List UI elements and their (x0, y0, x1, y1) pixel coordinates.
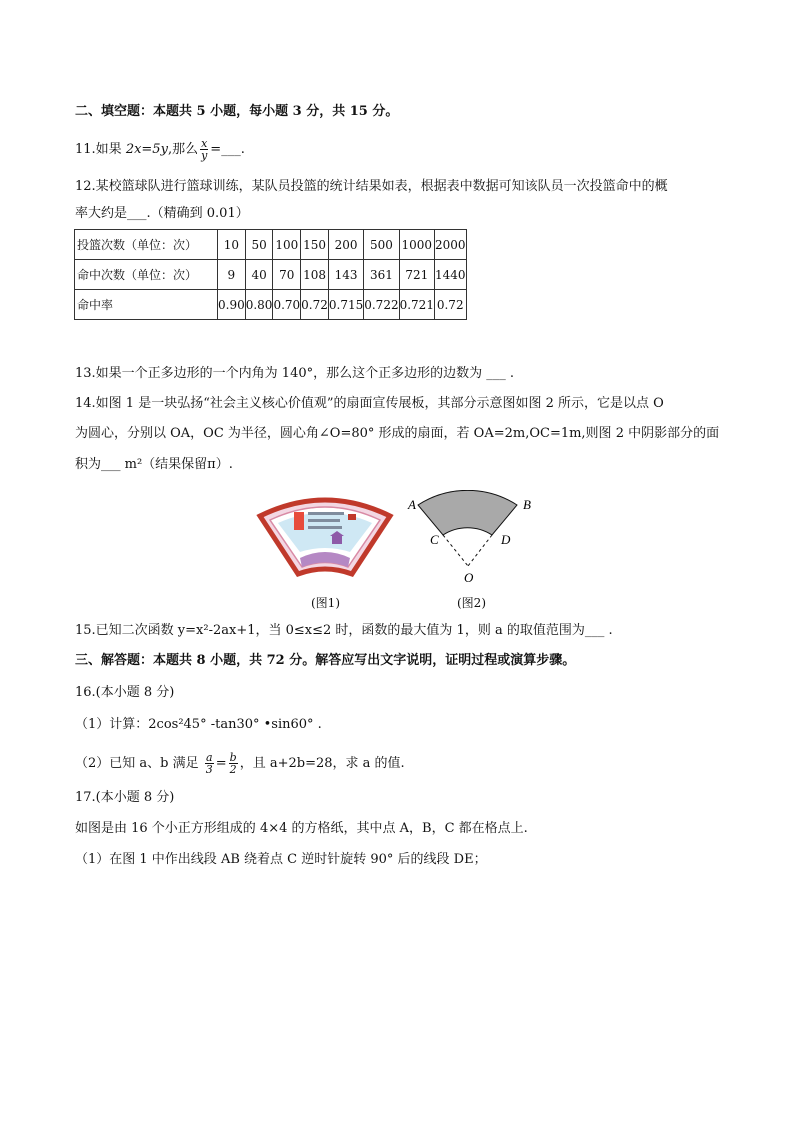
q11-eq: 2x=5y (125, 142, 168, 157)
table-cell: 0.722 (364, 290, 399, 320)
statistics-table (74, 229, 467, 320)
q11-pre: 11.如果 (75, 142, 126, 157)
question-16-part-2 (75, 752, 405, 775)
table-cell: 0.72 (301, 290, 329, 320)
table-cell: 500 (364, 230, 399, 260)
table-row (75, 230, 467, 260)
question-12-line-2: 率大约是___.（精确到 0.01） (75, 206, 249, 221)
question-17-line-1: 如图是由 16 个小正方形组成的 4×4 的方格纸，其中点 A，B，C 都在格点上. (75, 821, 528, 836)
table-cell: 0.80 (245, 290, 273, 320)
q16-fraction-a (205, 752, 214, 775)
q16-p2-post: ，且 a+2b=28，求 a 的值. (239, 756, 405, 771)
label-B: B (523, 497, 531, 512)
table-cell: 150 (301, 230, 329, 260)
table-cell: 0.70 (273, 290, 301, 320)
table-cell: 100 (273, 230, 301, 260)
table-cell: 2000 (434, 230, 466, 260)
question-12-line-1: 12.某校篮球队进行篮球训练，某队员投篮的统计结果如表，根据表中数据可知该队员一次投篮命中的概 (75, 179, 668, 194)
table-cell: 0.721 (399, 290, 434, 320)
table-cell: 143 (328, 260, 363, 290)
question-16-title: 16.(本小题 8 分) (75, 685, 175, 700)
table-cell: 0.715 (328, 290, 363, 320)
table-row-label: 投篮次数（单位：次） (75, 230, 218, 260)
table-cell: 40 (245, 260, 273, 290)
q16-den-a: 3 (205, 763, 213, 776)
question-14-line-3: 积为___ m²（结果保留π）. (75, 457, 233, 472)
label-A: A (408, 497, 416, 512)
question-16-part-1: （1）计算：2cos²45° -tan30° •sin60° . (75, 717, 322, 732)
q16-eq: = (215, 756, 227, 771)
label-C: C (430, 532, 439, 547)
section-3-text: 本题共 8 小题，共 72 分。解答应写出文字说明，证明过程或演算步骤。 (153, 653, 576, 668)
question-14-line-2: 为圆心，分别以 OA，OC 为半径，圆心角∠O=80° 形成的扇面，若 OA=2m,OC=1m,则图 2 中阴影部分的面 (75, 426, 720, 441)
table-cell: 0.72 (434, 290, 466, 320)
q11-den: y (201, 149, 208, 162)
section-3-prefix: 三、解答题： (75, 653, 154, 668)
section-2-prefix: 二、填空题： (75, 104, 154, 119)
table-cell: 361 (364, 260, 399, 290)
question-17-title: 17.(本小题 8 分) (75, 790, 175, 805)
table-cell: 70 (273, 260, 301, 290)
fan-board-figure (256, 490, 394, 578)
table-cell: 10 (218, 230, 246, 260)
section-2-text: 本题共 5 小题，每小题 3 分，共 15 分。 (153, 104, 399, 119)
label-D: D (501, 532, 511, 547)
question-17-line-2: （1）在图 1 中作出线段 AB 绕着点 C 逆时针旋转 90° 后的线段 DE； (75, 852, 487, 867)
section-3-header (75, 652, 575, 670)
question-13: 13.如果一个正多边形的一个内角为 140°，那么这个正多边形的边数为 ___ . (75, 366, 515, 381)
table-row-label: 命中次数（单位：次） (75, 260, 218, 290)
table-row-label: 命中率 (75, 290, 218, 320)
table-row (75, 290, 467, 320)
q16-num-b: b (229, 751, 237, 764)
section-2-header (75, 103, 398, 121)
q11-post: =___. (210, 142, 245, 157)
q11-mid: ,那么 (167, 142, 199, 157)
table-cell: 0.90 (218, 290, 246, 320)
q16-fraction-b (229, 752, 238, 775)
table-cell: 50 (245, 230, 273, 260)
table-cell: 9 (218, 260, 246, 290)
q11-num: x (201, 137, 208, 150)
question-11 (75, 138, 245, 161)
q16-p2-pre: （2）已知 a、b 满足 (75, 756, 203, 771)
q16-den-b: 2 (229, 763, 237, 776)
table-cell: 1000 (399, 230, 434, 260)
sector-diagram-figure (400, 490, 548, 586)
question-14-line-1: 14.如图 1 是一块弘扬“社会主义核心价值观”的扇面宣传展板，其部分示意图如图 2 所示，它是以点 O (75, 396, 664, 411)
figure-1-caption: (图1) (311, 596, 340, 610)
table-row (75, 260, 467, 290)
question-15: 15.已知二次函数 y=x²-2ax+1，当 0≤x≤2 时，函数的最大值为 1，则 a 的取值范围为___ . (75, 623, 613, 638)
label-O: O (464, 570, 474, 585)
figure-2-caption: (图2) (457, 596, 486, 610)
table-cell: 200 (328, 230, 363, 260)
table-cell: 108 (301, 260, 329, 290)
table-cell: 721 (399, 260, 434, 290)
table-cell: 1440 (434, 260, 466, 290)
q16-num-a: a (205, 751, 213, 764)
q11-fraction (200, 138, 208, 161)
